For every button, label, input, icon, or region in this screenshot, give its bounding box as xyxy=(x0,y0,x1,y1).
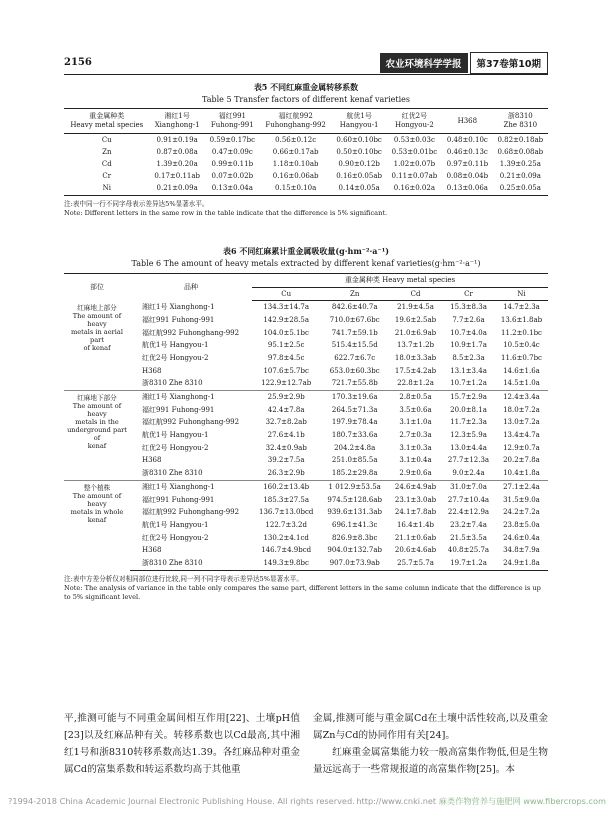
table5-col-head-cn: H368 xyxy=(457,116,478,125)
table6-value-cell: 22.4±12.9a xyxy=(447,508,490,517)
table5-value-cell: 1.39±0.20a xyxy=(156,159,198,168)
table6-value-cell: 2.8±0.5a xyxy=(389,391,442,404)
table5-value-cell: 0.53±0.03c xyxy=(393,135,435,144)
table6-value-cell: 721.7±55.8b xyxy=(331,379,378,388)
table6-variety-cell: 福红航992 Fuhonghang-992 xyxy=(142,328,240,337)
table5-value-cell: 0.87±0.08a xyxy=(156,147,198,156)
table6-row xyxy=(64,467,548,480)
table6-value-cell: 264.5±71.3a xyxy=(331,405,378,414)
table5-header-row xyxy=(64,109,548,134)
table6-value-cell: 7.7±2.6a xyxy=(452,315,485,324)
table6-value-cell: 27.7±12.3a xyxy=(447,456,490,465)
table5-value-cell: 0.13±0.06a xyxy=(442,183,493,196)
table6-value-cell: 95.1±2.5c xyxy=(267,341,305,350)
table6-value-cell: 31.5±9.0a xyxy=(503,495,540,504)
table5-value-cell: 0.66±0.17ab xyxy=(272,147,319,156)
table6-value-cell: 136.7±13.0bcd xyxy=(259,508,314,517)
table6-value-cell: 21.0±6.9ab xyxy=(394,328,437,337)
watermark-text: 麻类作物营养与施肥网 www.fibercrops.com xyxy=(438,796,606,806)
table6-value-cell: 180.7±33.6a xyxy=(331,431,378,440)
table6-value-cell: 13.7±1.2b xyxy=(396,341,435,350)
table5-col-head xyxy=(150,109,205,134)
table6-row xyxy=(64,391,548,404)
table6-value-cell: 27.6±4.1b xyxy=(267,431,305,440)
table6-value-cell: 23.2±7.4a xyxy=(450,520,487,529)
table5-value-cell: 0.91±0.19a xyxy=(156,135,198,144)
table5-value-cell: 0.15±0.10a xyxy=(260,183,332,196)
table6-value-cell: 10.5±0.4c xyxy=(503,341,540,350)
table5-col-head-cn: 福红航992 xyxy=(278,112,313,120)
table6-value-cell: 11.2±0.1bc xyxy=(500,328,542,337)
table6-row xyxy=(64,404,548,417)
table5-metal-cell: Cd xyxy=(101,159,112,168)
table6 xyxy=(64,273,548,571)
table5-col-head-cn: 航优1号 xyxy=(346,112,372,120)
table6-row xyxy=(64,442,548,455)
table5-value-cell: 0.16±0.02a xyxy=(387,183,442,196)
table5-value-cell: 0.07±0.02b xyxy=(211,172,254,181)
table6-row xyxy=(64,314,548,327)
table5-value-cell: 0.21±0.09a xyxy=(150,183,205,196)
table6-value-cell: 19.6±2.5ab xyxy=(394,315,437,324)
journal-header xyxy=(380,54,548,71)
table6-value-cell: 134.3±14.7a xyxy=(263,303,310,312)
table6-part-label: metals in whole kenaf xyxy=(70,507,124,524)
table6-row xyxy=(64,454,548,467)
table6-value-cell: 197.9±78.4a xyxy=(331,418,378,427)
table6-part-label: metals in aerial part xyxy=(71,327,123,344)
table5-col-head-cn: 湘红1号 xyxy=(164,112,190,120)
table6-value-cell: 20.6±4.6ab xyxy=(394,546,437,555)
table6-header-row-1 xyxy=(64,274,548,288)
table5-value-cell: 1.39±0.25a xyxy=(499,159,541,168)
table6-row xyxy=(64,339,548,352)
table5-body xyxy=(64,134,548,196)
table6-value-cell: 34.8±7.9a xyxy=(503,546,540,555)
table6-value-cell: 710.0±67.6bc xyxy=(329,315,380,324)
table6-value-cell: 939.6±131.3ab xyxy=(327,508,382,517)
table6-part-cell xyxy=(64,480,130,570)
table6-value-cell: 170.3±19.6a xyxy=(320,391,389,404)
table5-metal-cell: Ni xyxy=(64,183,150,196)
table6-value-cell: 20.0±8.1a xyxy=(450,405,487,414)
table6-value-cell: 3.5±0.6a xyxy=(399,405,432,414)
table5-value-cell: 0.82±0.18ab xyxy=(497,135,544,144)
table6-value-cell: 97.8±4.5c xyxy=(267,353,305,362)
table6-value-cell: 32.7±8.2ab xyxy=(265,418,307,427)
table6-metal-head: Cr xyxy=(442,287,495,301)
table6-value-cell: 18.0±7.2a xyxy=(503,405,540,414)
table6-value-cell: 42.4±7.8a xyxy=(267,405,305,414)
table6-part-label: 红麻地下部分 xyxy=(77,394,117,402)
table6-value-cell: 24.9±1.8a xyxy=(495,557,548,570)
table6-value-cell: 27.7±10.4a xyxy=(447,495,490,504)
table6-variety-cell: 航优1号 Hangyou-1 xyxy=(142,341,209,350)
table6-value-cell: 12.4±3.4a xyxy=(495,391,548,404)
table6-variety-cell: 浙8310 Zhe 8310 xyxy=(142,379,203,388)
table6-value-cell: 32.4±0.9ab xyxy=(265,443,307,452)
table5-col-head-en: Hangyou-1 xyxy=(339,121,379,129)
table6-value-cell: 31.0±7.0a xyxy=(442,480,495,493)
table6-value-cell: 11.6±0.7bc xyxy=(500,353,542,362)
table6-variety-cell: H368 xyxy=(142,456,162,465)
table6-variety-cell: 福红991 Fuhong-991 xyxy=(142,405,215,414)
table6-value-cell: 2.7±0.3a xyxy=(399,431,432,440)
table6-value-cell: 13.0±4.4a xyxy=(450,443,487,452)
table6-value-cell: 19.7±1.2a xyxy=(442,557,495,570)
table6-value-cell: 17.5±4.2ab xyxy=(394,366,437,375)
table6-row xyxy=(64,377,548,390)
table6-metal-head: Cd xyxy=(389,287,442,301)
table6-variety-cell: 湘红1号 Xianghong-1 xyxy=(130,480,252,493)
table6-row xyxy=(64,480,548,493)
table6-value-cell: 3.1±1.0a xyxy=(399,418,432,427)
table6-variety-cell: 红优2号 Hongyou-2 xyxy=(142,443,209,452)
table6-variety-cell: 航优1号 Hangyou-1 xyxy=(142,520,209,529)
table6-value-cell: 23.8±5.0a xyxy=(503,520,540,529)
table5-metal-cell: Zn xyxy=(102,147,112,156)
table5-row xyxy=(64,183,548,196)
table6-variety-cell: 浙8310 Zhe 8310 xyxy=(130,557,252,570)
table6-value-cell: 40.8±25.7a xyxy=(447,546,490,555)
table6-variety-cell: 湘红1号 Xianghong-1 xyxy=(130,391,252,404)
table6-value-cell: 622.7±6.7c xyxy=(334,353,376,362)
table6-value-cell: 142.9±28.5a xyxy=(263,315,310,324)
table6-value-cell: 907.0±73.9ab xyxy=(320,557,389,570)
table5-col-head-cn: 浙8310 xyxy=(507,112,533,120)
table6-value-cell: 146.7±4.9bcd xyxy=(261,546,312,555)
table6-variety-cell: 福红航992 Fuhonghang-992 xyxy=(142,418,240,427)
table5-value-cell: 0.97±0.11b xyxy=(446,159,489,168)
table6-variety-cell: 福红991 Fuhong-991 xyxy=(142,315,215,324)
table5-col-head-cn: 重金属种类 xyxy=(89,112,125,120)
table5-value-cell: 0.16±0.06ab xyxy=(272,172,319,181)
table6-value-cell: 826.9±8.3bc xyxy=(331,533,378,542)
table6-value-cell: 1 012.9±53.5a xyxy=(320,480,389,493)
table6-value-cell: 13.0±7.2a xyxy=(503,418,540,427)
table6-value-cell: 741.7±59.1b xyxy=(331,328,378,337)
table6-value-cell: 14.7±2.3a xyxy=(503,303,540,312)
table6-row xyxy=(64,352,548,365)
table6-part-label: underground part of xyxy=(67,426,127,442)
table5-value-cell: 0.25±0.05a xyxy=(493,183,548,196)
table5-value-cell: 0.17±0.11ab xyxy=(154,172,201,181)
table6-value-cell: 15.7±2.9a xyxy=(442,391,495,404)
table6-row xyxy=(64,532,548,545)
table5-col-head-cn: 福红991 xyxy=(218,112,246,120)
table5-value-cell: 0.60±0.10bc xyxy=(336,135,382,144)
table6-value-cell: 160.2±13.4b xyxy=(252,480,320,493)
table6-value-cell: 9.0±2.4a xyxy=(452,469,485,478)
table5-value-cell: 0.16±0.05ab xyxy=(336,172,382,181)
table5-metal-cell: Cu xyxy=(101,135,112,144)
copyright-text: ?1994-2018 China Academic Journal Electronic Publishing House. All rights reserved. xyxy=(8,796,355,806)
journal-name: 农业环境科学学报 xyxy=(380,53,468,73)
body-column-left: 平,推测可能与不同重金属间相互作用[22]、土壤pH值[23]以及红麻品种有关。转移系数也以Cd最高,其中湘红1号和浙8310转移系数高达1.39。各红麻品种对重金属Cd的富集系数和转运系数均高于其他重 xyxy=(64,713,300,775)
table6-part-label: kenaf xyxy=(87,442,107,450)
table6-variety-cell: 红优2号 Hongyou-2 xyxy=(142,353,209,362)
table5-col-head xyxy=(493,109,548,134)
table6-row xyxy=(64,301,548,314)
table6-variety-cell: H368 xyxy=(142,366,162,375)
table6-variety-cell: 浙8310 Zhe 8310 xyxy=(142,469,203,478)
body-column-right xyxy=(313,710,548,778)
table5-value-cell: 0.53±0.01bc xyxy=(391,147,438,156)
table5-metal-cell: Cr xyxy=(102,172,112,181)
table6-title-en: Table 6 The amount of heavy metals extracted by different kenaf varieties(g·hm⁻²·a⁻¹) xyxy=(131,259,481,268)
table6-value-cell: 14.5±1.0a xyxy=(503,379,540,388)
table6-value-cell: 104.0±5.1bc xyxy=(263,328,309,337)
table6-value-cell: 251.0±85.5a xyxy=(331,456,378,465)
table6-value-cell: 14.6±1.6a xyxy=(503,366,540,375)
table6-value-cell: 20.2±7.8a xyxy=(503,456,540,465)
table6-value-cell: 13.4±4.7a xyxy=(503,431,540,440)
table6-variety-cell: 红优2号 Hongyou-2 xyxy=(142,533,209,542)
table6-value-cell: 23.1±3.0ab xyxy=(394,495,437,504)
table6-value-cell: 185.3±27.5a xyxy=(263,495,310,504)
table6-value-cell: 39.2±7.5a xyxy=(267,456,305,465)
table6-value-cell: 149.3±9.8bc xyxy=(252,557,320,570)
table6-row xyxy=(64,365,548,378)
table6-value-cell: 3.1±0.3a xyxy=(399,443,432,452)
table5-col-head-cn: 红优2号 xyxy=(401,112,428,120)
table6-value-cell: 26.3±2.9b xyxy=(267,469,305,478)
table5-row xyxy=(64,134,548,147)
table6-title-cn: 表6 不同红麻累计重金属吸收量(g·hm⁻²·a⁻¹) xyxy=(222,246,389,256)
table6-value-cell: 10.9±1.7a xyxy=(450,341,487,350)
table6-value-cell: 974.5±128.6ab xyxy=(327,495,382,504)
table6-row xyxy=(64,519,548,532)
table6-part-label: of kenaf xyxy=(83,343,111,352)
table6-value-cell: 842.6±40.7a xyxy=(331,303,378,312)
table5-col-head xyxy=(387,109,442,134)
table5-title-cn: 表5 不同红麻重金属转移系数 xyxy=(253,82,359,92)
table6-value-cell: 11.7±2.3a xyxy=(450,418,487,427)
table5-row xyxy=(64,146,548,158)
table6-value-cell: 107.6±5.7bc xyxy=(263,366,309,375)
table5-value-cell: 0.14±0.05a xyxy=(332,183,387,196)
table6-part-label: The amount of heavy xyxy=(72,491,122,508)
table6-value-cell: 22.8±1.2a xyxy=(397,379,434,388)
table6-value-cell: 696.1±41.3c xyxy=(331,520,378,529)
table6-metal-head: Zn xyxy=(320,287,389,301)
table6-head-part: 部位 xyxy=(64,274,130,301)
header-rule xyxy=(64,74,548,75)
table6-variety-cell: H368 xyxy=(142,546,162,555)
table6-note xyxy=(64,575,548,602)
table6-note-en: Note: The analysis of variance in the table only compares the same part, different letters in the same column indicate that the difference is up to 5% significant level. xyxy=(64,584,541,601)
table6-value-cell: 10.4±1.8a xyxy=(503,469,540,478)
table6-value-cell: 3.1±0.4a xyxy=(399,456,432,465)
table6-value-cell: 122.7±3.2d xyxy=(265,520,307,529)
table6-value-cell: 13.1±3.4a xyxy=(450,366,487,375)
table5-col-head-en: Heavy metal species xyxy=(70,121,144,129)
table5 xyxy=(64,108,548,196)
table6-metal-head: Ni xyxy=(495,287,548,301)
table6-row xyxy=(64,416,548,429)
table6-row xyxy=(64,506,548,519)
table6-row xyxy=(64,544,548,557)
body-paragraph-2: 红麻重金属富集能力较一般高富集作物低,但是生物量远远高于一些常规报道的高富集作物[25]。本 xyxy=(313,747,548,775)
table5-title-en: Table 5 Transfer factors of different kenaf varieties xyxy=(202,95,410,104)
table6-value-cell: 21.9±4.5a xyxy=(397,303,434,312)
table6-value-cell: 12.9±0.7a xyxy=(503,443,540,452)
table6-part-label: 整个植株 xyxy=(83,483,111,492)
table6-value-cell: 185.2±29.8a xyxy=(331,469,378,478)
table6-part-cell xyxy=(64,301,130,391)
table5-col-head-en: Xianghong-1 xyxy=(154,121,200,129)
table6-note-cn: 注:表中方差分析仅对相同部位进行比较,同一列不同字母表示差异达5%显著水平。 xyxy=(64,575,303,583)
table6-part-label: 红麻地上部分 xyxy=(77,303,117,312)
table6-value-cell: 904.0±132.7ab xyxy=(327,546,382,555)
table6-part-label: The amount of heavy xyxy=(72,311,122,328)
table6-head-variety: 品种 xyxy=(130,274,252,301)
table5-value-cell: 0.99±0.11b xyxy=(211,159,254,168)
table6-value-cell: 24.2±7.2a xyxy=(503,508,540,517)
table5-value-cell: 0.50±0.10bc xyxy=(336,147,382,156)
table6-value-cell: 8.5±2.3a xyxy=(452,353,485,362)
table6-value-cell: 16.4±1.4b xyxy=(396,520,435,529)
table6-value-cell: 10.7±4.0a xyxy=(450,328,487,337)
table6-value-cell: 24.1±7.8ab xyxy=(394,508,437,517)
table5-col-head xyxy=(442,109,493,134)
table5-note-cn: 注:表中同一行不同字母表示差异达5%显著水平。 xyxy=(64,200,209,208)
table5-col-head-en: Fuhonghang-992 xyxy=(265,121,326,129)
table5-value-cell: 0.13±0.04a xyxy=(205,183,260,196)
table5-col-head-en: Zhe 8310 xyxy=(503,121,538,129)
table5-col-head-en: Fuhong-991 xyxy=(210,121,254,129)
table5-value-cell: 0.48±0.10c xyxy=(446,135,488,144)
table6-value-cell: 21.5±3.5a xyxy=(450,533,487,542)
table6-value-cell: 515.4±15.5d xyxy=(331,341,378,350)
table5-value-cell: 0.56±0.12c xyxy=(275,135,317,144)
table5-row xyxy=(64,158,548,170)
table6-value-cell: 13.6±1.8ab xyxy=(500,315,543,324)
body-paragraph-1: 金属,推测可能与重金属Cd在土壤中活性较高,以及重金属Zn与Cd的协同作用有关[24]。 xyxy=(313,713,548,741)
table6-body xyxy=(64,301,548,570)
table5-note xyxy=(64,200,548,218)
table5-value-cell: 0.47±0.09c xyxy=(211,147,253,156)
volume-issue: 第37卷第10期 xyxy=(470,52,548,74)
table6-row xyxy=(64,429,548,442)
table6-value-cell: 122.9±12.7ab xyxy=(261,379,312,388)
table6-value-cell: 653.0±60.3bc xyxy=(329,366,380,375)
table6-value-cell: 25.9±2.9b xyxy=(252,391,320,404)
table6-part-cell xyxy=(64,391,130,481)
table6-value-cell: 204.2±4.8a xyxy=(334,443,376,452)
table5-value-cell: 0.59±0.17bc xyxy=(209,135,256,144)
table6-row xyxy=(64,557,548,570)
table5-col-head xyxy=(260,109,332,134)
table5-row xyxy=(64,171,548,183)
table6-value-cell: 130.2±4.1cd xyxy=(263,533,309,542)
table6-part-label: The amount of heavy xyxy=(72,402,122,418)
table6-value-cell: 24.6±4.9ab xyxy=(389,480,442,493)
table6-value-cell: 12.3±5.9a xyxy=(450,431,487,440)
page-footer xyxy=(0,796,612,807)
table6-value-cell: 18.0±3.3ab xyxy=(394,353,437,362)
page-number: 2156 xyxy=(64,57,92,68)
table6-metal-head: Cu xyxy=(252,287,320,301)
table5-col-head xyxy=(332,109,387,134)
table6-row xyxy=(64,327,548,340)
table6-value-cell: 27.1±2.4a xyxy=(495,480,548,493)
table5-col-head xyxy=(205,109,260,134)
table6-head-group: 重金属种类 Heavy metal species xyxy=(252,274,548,288)
table6-variety-cell: 福红991 Fuhong-991 xyxy=(142,495,215,504)
table6-part-label: metals in the xyxy=(75,418,119,426)
table5-value-cell: 0.21±0.09a xyxy=(499,172,541,181)
table5-value-cell: 1.02±0.07b xyxy=(393,159,436,168)
table5-col-head xyxy=(64,109,150,134)
table6-value-cell: 24.6±0.4a xyxy=(503,533,540,542)
table5-value-cell: 0.90±0.12b xyxy=(338,159,380,168)
table6-row xyxy=(64,494,548,507)
table6-variety-cell: 航优1号 Hangyou-1 xyxy=(142,431,209,440)
table5-value-cell: 0.46±0.13c xyxy=(446,147,488,156)
table6-value-cell: 25.7±5.7a xyxy=(389,557,442,570)
cnki-link[interactable]: http://www.cnki.net xyxy=(356,796,437,806)
table5-value-cell: 1.18±0.10ab xyxy=(272,159,319,168)
table6-value-cell: 2.9±0.6a xyxy=(399,469,432,478)
table5-value-cell: 0.11±0.07ab xyxy=(391,172,438,181)
table5-note-en: Note: Different letters in the same row in the table indicate that the difference is 5% significant. xyxy=(64,209,388,217)
table6-variety-cell: 湘红1号 Xianghong-1 xyxy=(142,302,215,311)
table5-col-head-en: Hongyou-2 xyxy=(394,121,434,129)
table5-value-cell: 0.08±0.04b xyxy=(446,172,489,181)
table6-value-cell: 15.3±8.3a xyxy=(450,303,487,312)
table5-value-cell: 0.68±0.08ab xyxy=(497,147,544,156)
table6-value-cell: 10.7±1.2a xyxy=(450,379,487,388)
table6-value-cell: 21.1±0.6ab xyxy=(394,533,437,542)
table6-variety-cell: 福红航992 Fuhonghang-992 xyxy=(142,508,240,517)
